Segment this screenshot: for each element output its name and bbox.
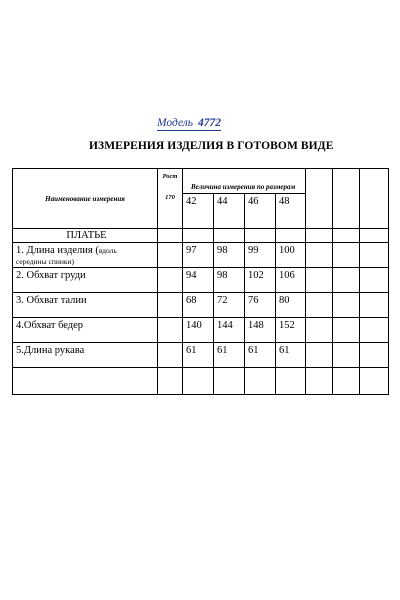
value-cell: 140 [183,318,214,343]
empty-cell [333,293,360,318]
empty-row [13,368,389,395]
value-cell: 76 [245,293,276,318]
document-title: ИЗМЕРЕНИЯ ИЗДЕЛИЯ В ГОТОВОМ ВИДЕ [89,140,334,152]
empty-cell [333,243,360,268]
row-name: 5.Длина рукава [13,343,158,368]
empty-cell [333,229,360,243]
size-42: 42 [183,194,214,229]
empty-cell [183,368,214,395]
empty-cell [158,243,183,268]
empty-cell [306,318,333,343]
column-header-height [158,169,183,229]
empty-cell [333,268,360,293]
row-name-note: вдоль [98,246,117,255]
value-cell: 68 [183,293,214,318]
empty-cell [306,268,333,293]
table-header-row [13,169,389,194]
value-cell: 144 [214,318,245,343]
empty-cell [158,229,183,243]
empty-cell [360,169,389,229]
value-cell: 102 [245,268,276,293]
empty-cell [158,318,183,343]
height-value: 170 [165,194,175,201]
empty-cell [183,229,214,243]
table-row [13,318,389,343]
empty-cell [360,343,389,368]
value-cell: 61 [245,343,276,368]
empty-cell [306,229,333,243]
empty-cell [360,293,389,318]
section-label: ПЛАТЬЕ [13,229,158,243]
empty-cell [214,368,245,395]
value-cell: 80 [276,293,306,318]
value-cell: 148 [245,318,276,343]
value-cell: 152 [276,318,306,343]
table-row [13,268,389,293]
empty-cell [360,229,389,243]
row-name-text: 1. Длина изделия ( [16,245,99,256]
empty-cell [333,343,360,368]
value-cell: 98 [214,243,245,268]
empty-cell [360,368,389,395]
value-cell: 97 [183,243,214,268]
value-cell: 61 [183,343,214,368]
size-48: 48 [276,194,306,229]
empty-cell [333,318,360,343]
empty-cell [306,293,333,318]
empty-cell [360,268,389,293]
empty-cell [245,368,276,395]
value-cell: 94 [183,268,214,293]
section-row [13,229,389,243]
empty-cell [306,169,333,229]
row-name [13,243,158,268]
value-cell: 61 [214,343,245,368]
row-name: 2. Обхват груди [13,268,158,293]
value-cell: 99 [245,243,276,268]
empty-cell [333,169,360,229]
value-cell: 61 [276,343,306,368]
empty-cell [158,343,183,368]
row-name: 4.Обхват бедер [13,318,158,343]
table-row [13,243,389,268]
empty-cell [214,229,245,243]
row-name: 3. Обхват талии [13,293,158,318]
empty-cell [158,293,183,318]
empty-cell [13,368,158,395]
model-label-text: Модель [157,117,194,129]
empty-cell [360,243,389,268]
model-number: 4772 [198,117,222,129]
size-46: 46 [245,194,276,229]
column-header-sizes: Величина измерения по размерам [183,169,306,194]
table-row [13,343,389,368]
model-label [157,117,221,131]
empty-cell [276,368,306,395]
measurements-table [12,168,389,395]
row-name-line2: середины спинки) [16,257,75,266]
value-cell: 106 [276,268,306,293]
table-row [13,293,389,318]
empty-cell [306,243,333,268]
empty-cell [360,318,389,343]
value-cell: 100 [276,243,306,268]
empty-cell [158,268,183,293]
column-header-name: Наименование измерения [13,169,158,229]
height-label: Рост [162,173,178,180]
empty-cell [276,229,306,243]
value-cell: 98 [214,268,245,293]
empty-cell [306,343,333,368]
size-44: 44 [214,194,245,229]
empty-cell [245,229,276,243]
value-cell: 72 [214,293,245,318]
empty-cell [333,368,360,395]
empty-cell [158,368,183,395]
empty-cell [306,368,333,395]
